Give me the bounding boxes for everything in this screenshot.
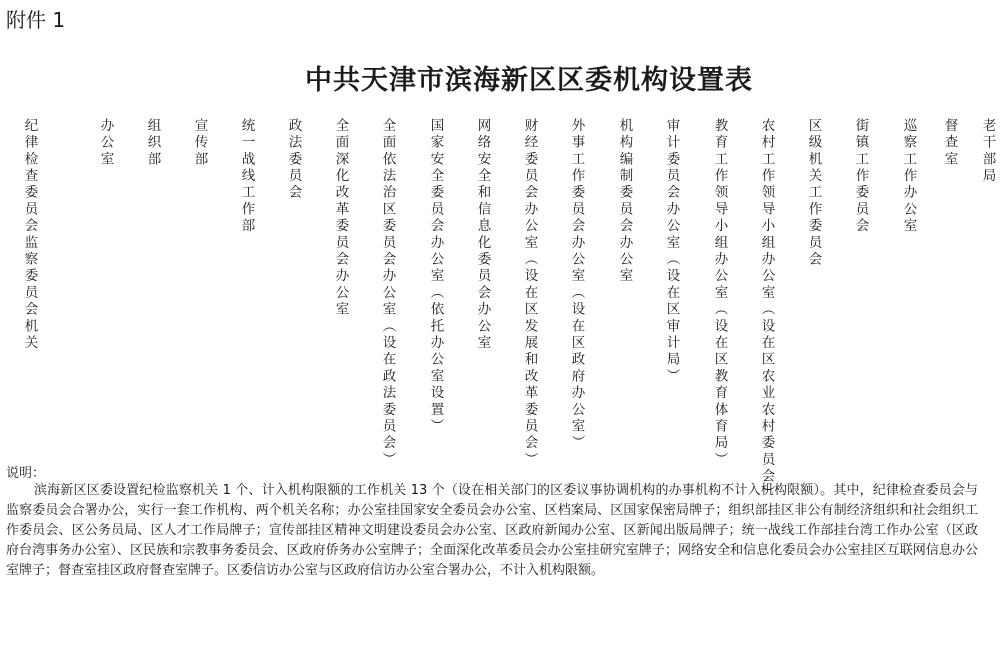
annex-label: 附件 1 bbox=[6, 8, 66, 32]
org-column: 街镇工作委员会 bbox=[852, 118, 869, 235]
org-column: 全面深化改革委员会办公室 bbox=[332, 118, 349, 319]
org-column: 教育工作领导小组办公室（设在区教育体育局） bbox=[711, 118, 728, 469]
note-label: 说明： bbox=[6, 466, 46, 481]
org-column: 财经委员会办公室（设在区发展和改革委员会） bbox=[521, 118, 538, 469]
org-column: 国家安全委员会办公室（依托办公室设置） bbox=[427, 118, 444, 436]
org-column: 政法委员会 bbox=[285, 118, 302, 202]
org-column: 全面依法治区委员会办公室（设在政法委员会） bbox=[379, 118, 396, 469]
org-column: 纪律检查委员会监察委员会机关 bbox=[21, 118, 38, 352]
org-column: 网络安全和信息化委员会办公室 bbox=[474, 118, 491, 352]
org-column: 办公室 bbox=[97, 118, 114, 169]
org-column: 老干部局 bbox=[979, 118, 996, 185]
org-column: 组织部 bbox=[144, 118, 161, 169]
org-column: 区级机关工作委员会 bbox=[805, 118, 822, 269]
org-column: 巡察工作办公室 bbox=[900, 118, 917, 235]
org-column: 机构编制委员会办公室 bbox=[616, 118, 633, 285]
org-column: 统一战线工作部 bbox=[238, 118, 255, 235]
note-text: 滨海新区区委设置纪检监察机关 1 个、计入机构限额的工作机关 13 个（设在相关部门的区委议事协调机构的办事机构不计入机构限额）。其中，纪律检查委员会与监察委员会合署办公，实行一套工作机构、两个机关名称；办公室挂国家安全委员会办公室、区档案局、区国家保密局牌子；组织部挂区非公有制经济组织和社会组织工作委员会、区公务员局、区人才工作局牌子；宣传部挂区精神文明建设委员会办公室、区政府新闻办公室、区新闻出版局牌子；统一战线工作部挂台湾工作办公室（区政府台湾事务办公室）、区民族和宗教事务委员会、区政府侨务办公室牌子；全面深化改革委员会办公室挂研究室牌子；网络安全和信息化委员会办公室挂区互联网信息办公室牌子；督查室挂区政府督查室牌子。区委信访办公室与区政府信访办公室合署办公，不计入机构限额。 bbox=[6, 483, 978, 578]
org-column: 审计委员会办公室（设在区审计局） bbox=[663, 118, 680, 386]
document-title: 中共天津市滨海新区区委机构设置表 bbox=[305, 65, 753, 96]
org-column: 督查室 bbox=[941, 118, 958, 169]
org-column: 农村工作领导小组办公室（设在区农业农村委员会） bbox=[758, 118, 775, 503]
org-column: 宣传部 bbox=[191, 118, 208, 169]
org-column: 外事工作委员会办公室（设在区政府办公室） bbox=[568, 118, 585, 452]
